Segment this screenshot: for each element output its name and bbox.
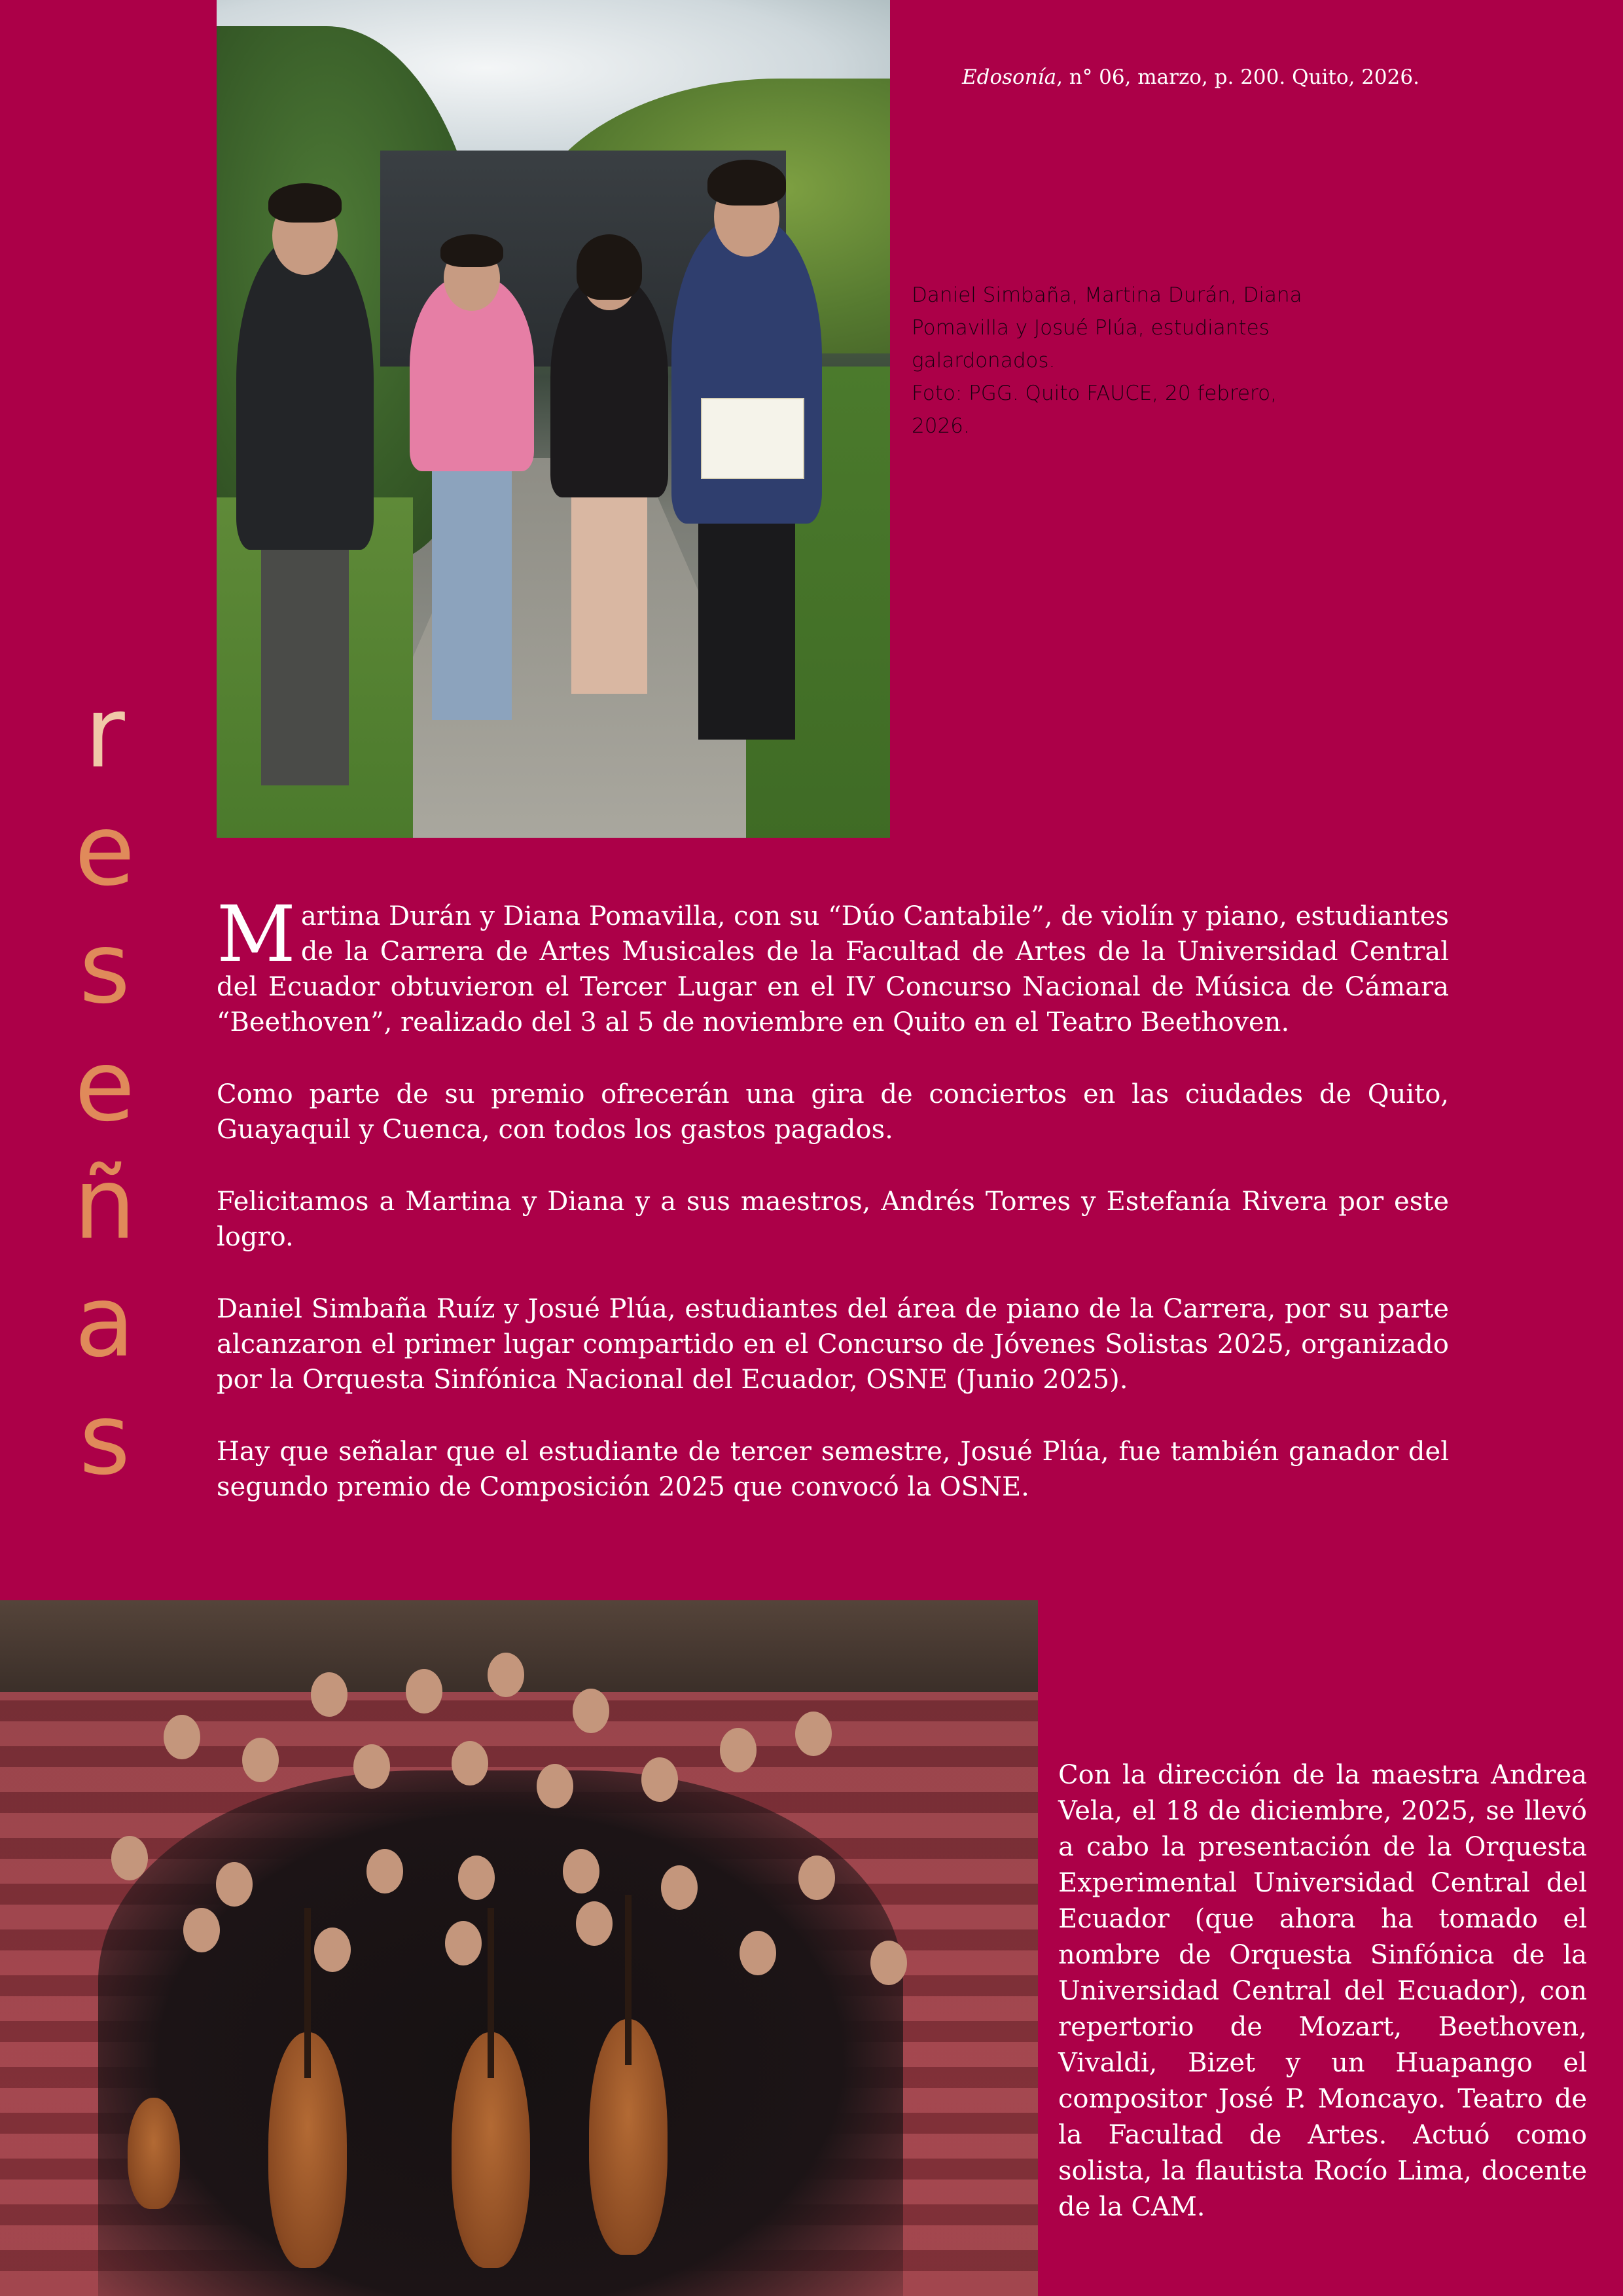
award-certificate	[701, 398, 804, 479]
caption-line: Foto: PGG. Quito FAUCE, 20 febrero,	[912, 382, 1277, 405]
citation-text: , n° 06, marzo, p. 200. Quito, 2026.	[1056, 65, 1419, 89]
article-paragraph-2: Como parte de su premio ofrecerán una gira de conciertos en las ciudades de Quito, Guayaquil y Cuenca, con todos los gastos pagados.	[217, 1079, 1449, 1145]
cello-neck	[625, 1895, 632, 2065]
musician-face	[111, 1836, 148, 1880]
students-photo	[217, 0, 890, 838]
musician-face	[795, 1712, 832, 1756]
musician-face	[661, 1865, 698, 1910]
musician-face	[164, 1715, 200, 1759]
photo-caption	[912, 279, 1363, 442]
section-title-resenas	[65, 674, 144, 1499]
caption-line: galardonados.	[912, 349, 1056, 372]
musician-face	[740, 1931, 776, 1975]
article-paragraph-1	[217, 889, 1449, 1040]
musician-face	[720, 1728, 757, 1772]
article-body	[217, 889, 1449, 1541]
title-letter: s	[79, 1383, 131, 1497]
running-head	[962, 65, 1420, 89]
article-paragraph-3: Felicitamos a Martina y Diana y a sus maestros, Andrés Torres y Estefanía Rivera por este logro.	[217, 1187, 1449, 1252]
musician-face	[573, 1689, 609, 1733]
musician-face	[452, 1741, 488, 1785]
musician-face	[183, 1908, 220, 1952]
orchestra-note: Con la dirección de la maestra Andrea Vela, el 18 de diciembre, 2025, se llevó a cabo la presentación de la Orquesta Experimental Universidad Central del Ecuador (que ahora ha tomado el nombre de Orquesta Sinfónica de la Universidad Central del Ecuador), con repertorio de Mozart, Beethoven, Vivaldi, Bizet y un Huapango el compositor José P. Moncayo. Teatro de la Facultad de Artes. Actuó como solista, la flautista Rocío Lima, docente de la CAM.	[1058, 1760, 1587, 2222]
caption-line: Pomavilla y Josué Plúa, estudiantes	[912, 316, 1270, 340]
cello-neck	[488, 1908, 494, 2078]
caption-line: Daniel Simbaña, Martina Durán, Diana	[912, 283, 1302, 307]
musician-face	[537, 1764, 573, 1808]
musician-face	[314, 1928, 351, 1972]
title-letter: s	[79, 912, 131, 1026]
orchestra-photo	[0, 1600, 1038, 2296]
caption-line: 2026.	[912, 414, 970, 438]
musician-face	[216, 1862, 253, 1907]
cello-neck	[304, 1908, 311, 2078]
student-figure-1	[236, 236, 374, 550]
journal-name: Edosonía	[962, 65, 1057, 89]
student-figure-2	[410, 275, 534, 471]
musician-face	[488, 1653, 524, 1697]
musician-face	[242, 1738, 279, 1782]
musician-face	[563, 1849, 599, 1893]
musician-face	[406, 1669, 442, 1713]
musician-face	[798, 1856, 835, 1900]
musician-face	[870, 1941, 907, 1985]
title-letter: r	[84, 676, 125, 790]
title-letter: e	[74, 1030, 135, 1143]
musician-face	[353, 1744, 390, 1789]
musician-face	[311, 1672, 348, 1717]
musician-face	[641, 1757, 678, 1802]
article-paragraph-4: Daniel Simbaña Ruíz y Josué Plúa, estudiantes del área de piano de la Carrera, por su parte alcanzaron el primer lugar compartido en el Concurso de Jóvenes Solistas 2025, organizado por la Orquesta Sinfónica Nacional del Ecuador, OSNE (Junio 2025).	[217, 1294, 1449, 1395]
paragraph-text: artina Durán y Diana Pomavilla, con su “Dúo Cantabile”, de violín y piano, estudiantes de la Carrera de Artes Musicales de la Facultad de Artes de la Universidad Central del Ecuador obtuvieron el Tercer Lugar en el IV Concurso Nacional de Música de Cámara “Beethoven”, realizado del 3 al 5 de noviembre en Quito en el Teatro Beethoven.	[217, 901, 1449, 1037]
musician-face	[366, 1849, 403, 1893]
viola-instrument	[128, 2098, 180, 2209]
musician-face	[458, 1856, 495, 1900]
drop-cap: M	[217, 889, 296, 979]
title-letter: a	[75, 1265, 135, 1379]
musician-face	[576, 1901, 613, 1946]
musician-face	[445, 1921, 482, 1965]
title-letter: e	[74, 794, 135, 908]
title-letter: ñ	[73, 1147, 136, 1261]
article-paragraph-5: Hay que señalar que el estudiante de tercer semestre, Josué Plúa, fue también ganador del segundo premio de Composición 2025 que convocó la OSNE.	[217, 1437, 1449, 1502]
student-figure-3	[550, 275, 668, 497]
